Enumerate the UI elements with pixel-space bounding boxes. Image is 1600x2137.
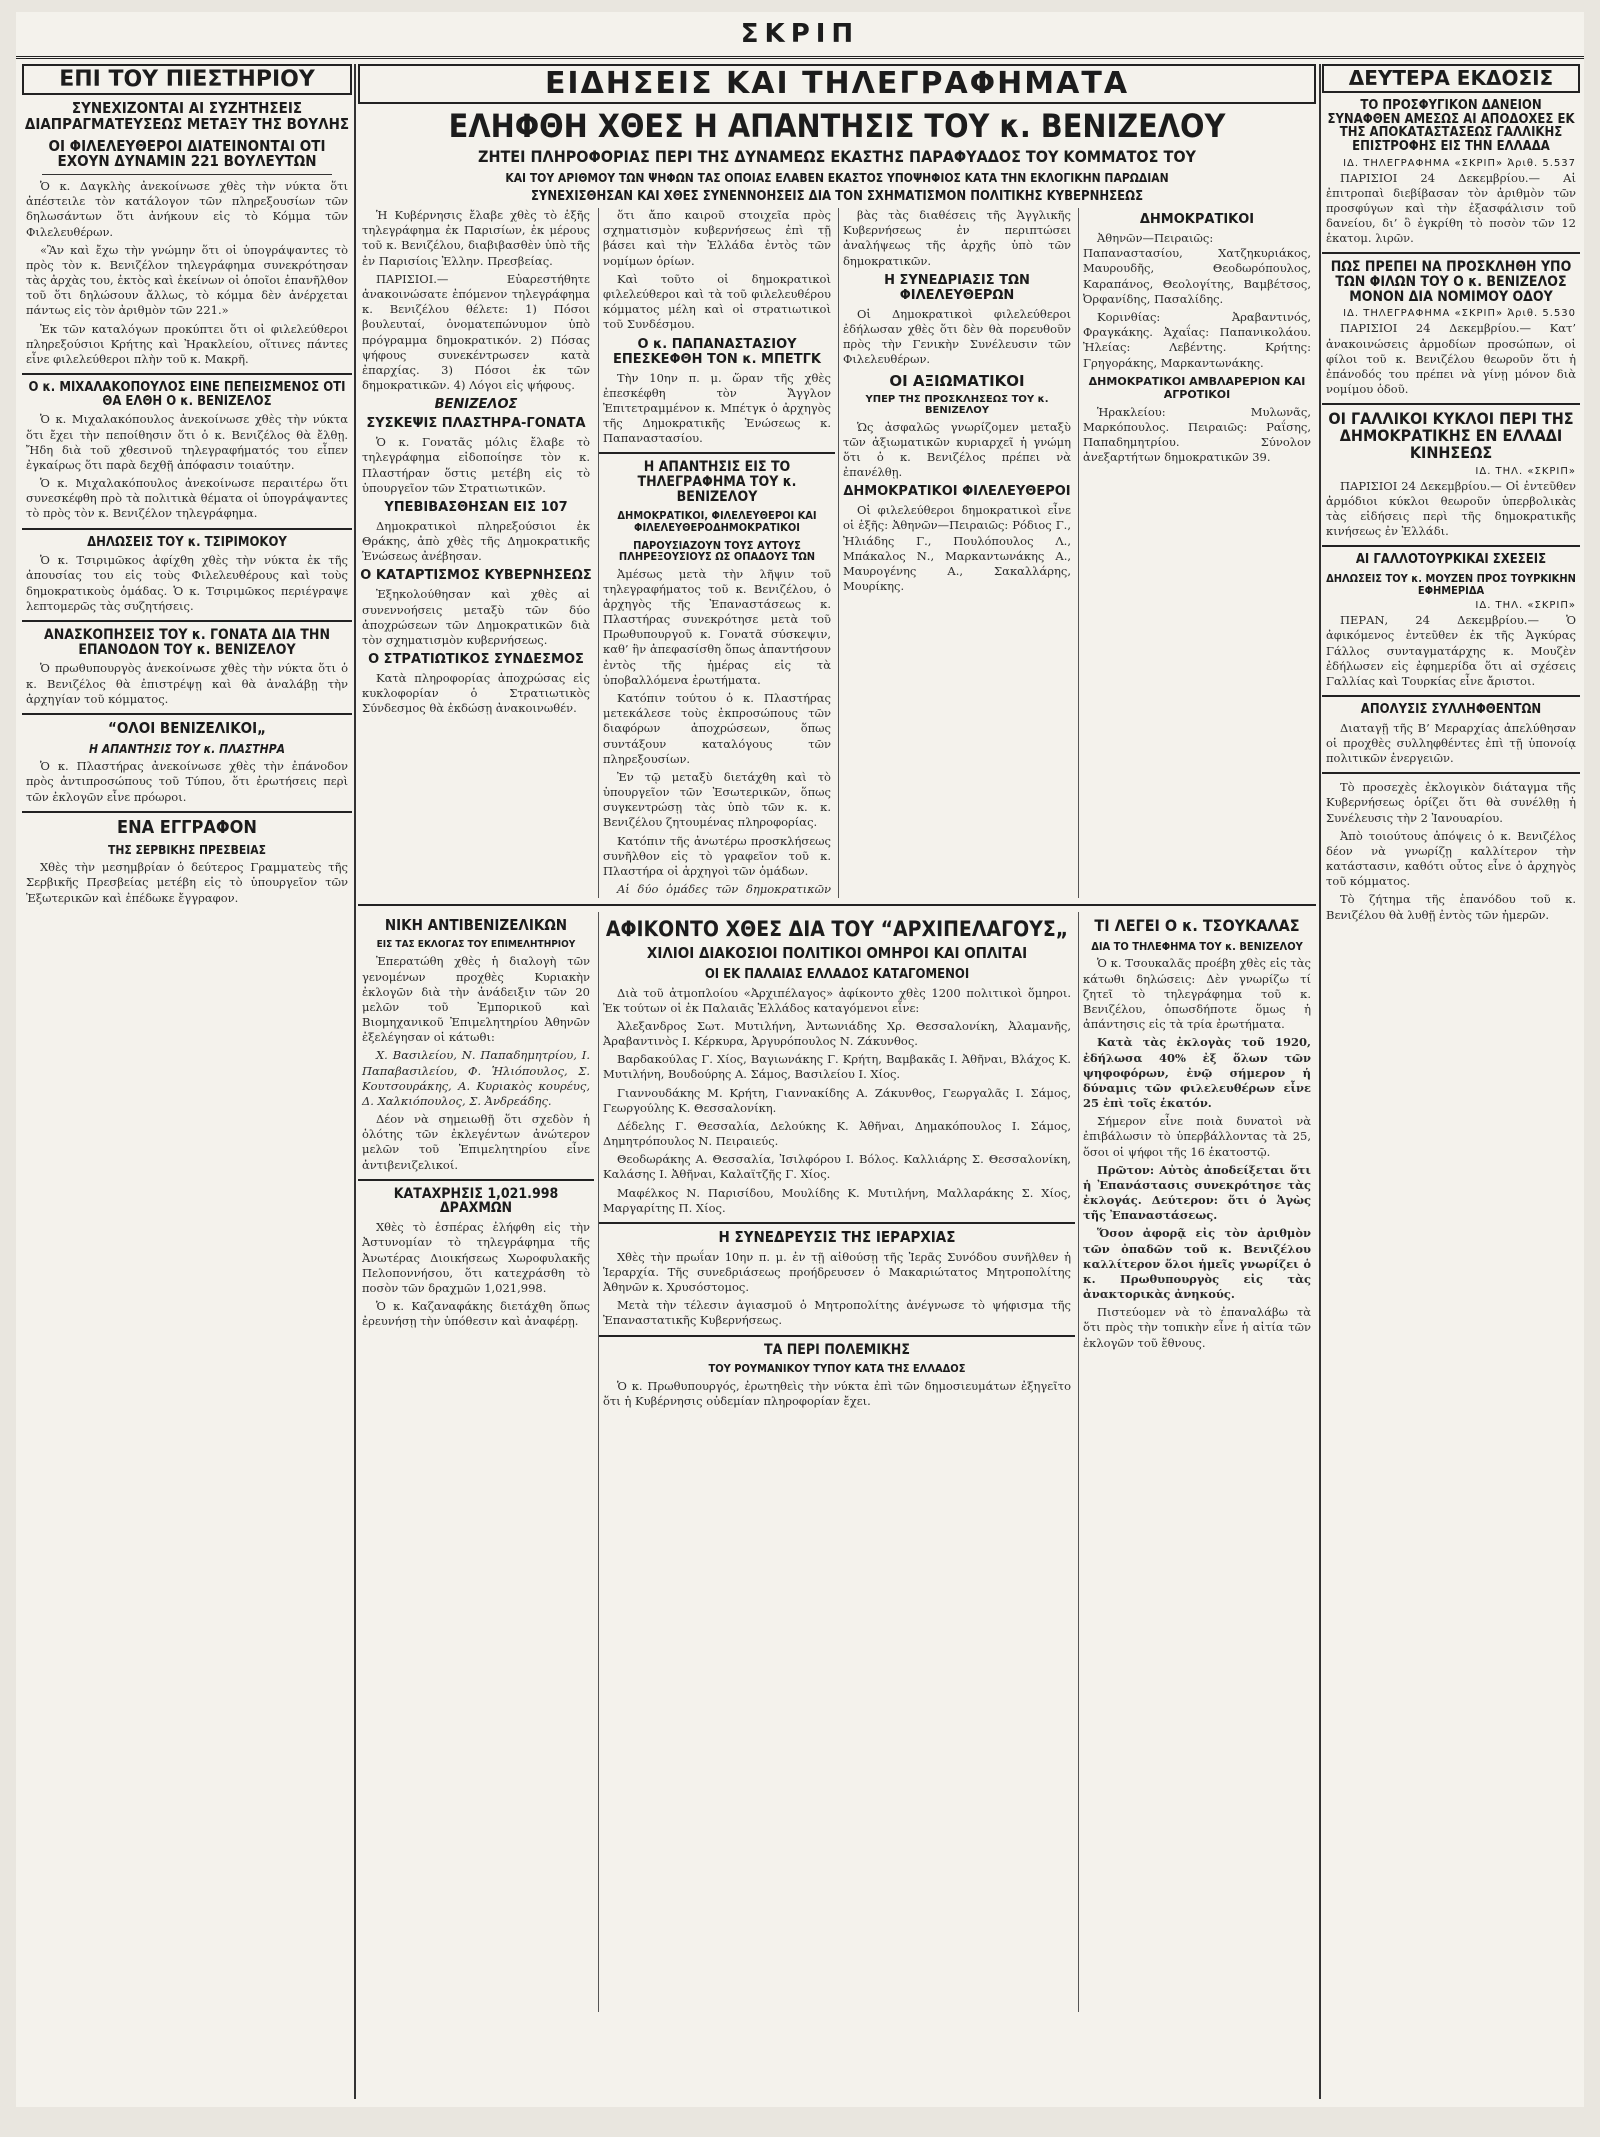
section-headline: ΔΗΜΟΚΡΑΤΙΚΟΙ ΦΙΛΕΛΕΥΘΕΡΟΙ bbox=[843, 484, 1071, 500]
article-paragraph: Τὸ προσεχὲς ἐκλογικὸν διάταγμα τῆς Κυβερνήσεως ὁρίζει ὅτι θὰ συνέλθῃ ἡ Συνέλευσις τὴν 2 Ἰανουαρίου. bbox=[1326, 780, 1576, 825]
section-headline: Ο ΣΤΡΑΤΙΩΤΙΚΟΣ ΣΥΝΔΕΣΜΟΣ bbox=[368, 652, 584, 668]
divider bbox=[599, 1335, 1075, 1337]
article-paragraph: Τὴν 10ην π. μ. ὥραν τῆς χθὲς ἐπεσκέφθη τὸν Ἄγγλον Ἐπιτετραμμένον κ. Μπέτγκ ὁ ἀρχηγὸς τῆς Δημοκρατικῆς Ἑνώσεως κ. Παπαναστασίου. bbox=[603, 370, 831, 446]
section-headline: ΔΗΜΟΚΡΑΤΙΚΟΙ bbox=[1139, 212, 1255, 228]
article-paragraph: Ἀλεξανδρος Σωτ. Μυτιλήνη, Ἀντωνιάδης Χρ. Θεσσαλονίκη, Ἀλαμανῆς, Ἀραβαντινὸς Ι. Κέρκυρα, Ἀργυρόπουλος Ν. Ζάκυνθος. bbox=[603, 1018, 1071, 1049]
article-paragraph: Ἐπερατώθη χθὲς ἡ διαλογὴ τῶν γενομένων προχθὲς Κυριακὴν ἐκλογῶν διὰ τὴν ἀνάδειξιν τῶν 20 μελῶν τοῦ Ἐμπορικοῦ καὶ Βιομηχανικοῦ Ἐπιμελητηρίου Ἀθηνῶν ἐξελέγησαν οἱ κάτωθι: bbox=[362, 954, 590, 1045]
signature: ΒΕΝΙΖΕΛΟΣ bbox=[434, 397, 518, 413]
dateline: ΙΔ. ΤΗΛ. «ΣΚΡΙΠ» bbox=[1475, 465, 1576, 477]
section-headline: ΝΙΚΗ ΑΝΤΙΒΕΝΙΖΕΛΙΚΩΝ bbox=[384, 916, 568, 935]
right-column bbox=[1322, 64, 1580, 2099]
article-paragraph: Δέον νὰ σημειωθῇ ὅτι σχεδὸν ἡ ὁλότης τῶν ἐκλεγέντων ἀνώτερον μελῶν τοῦ Ἐπιμελητηρίου εἶνε ἀντιβενιζελικοί. bbox=[362, 1112, 590, 1172]
main-deck: ΖΗΤΕΙ ΠΛΗΡΟΦΟΡΙΑΣ ΠΕΡΙ ΤΗΣ ΔΥΝΑΜΕΩΣ ΕΚΑΣΤΗΣ ΠΑΡΑΦΥΑΔΟΣ ΤΟΥ ΚΟΜΜΑΤΟΣ ΤΟΥ bbox=[478, 147, 1196, 167]
section-headline: ΥΠΕΒΙΒΑΣΘΗΣΑΝ ΕΙΣ 107 bbox=[384, 499, 568, 515]
article-paragraph: Χ. Βασιλείου, Ν. Παπαδημητρίου, Ι. Παπαβασιλείου, Φ. Ἡλιόπουλος, Σ. Κουτσουράκης, Α. Κυριακὸς κουρέυς, Δ. Χαλκιόπουλος, Σ. Ἀνδρεάδης. bbox=[362, 1048, 590, 1108]
left-kicker: ΕΠΙ ΤΟΥ ΠΙΕΣΤΗΡΙΟΥ bbox=[22, 64, 352, 95]
section-headline: ΑΙ ΓΑΛΛΟΤΟΥΡΚΙΚΑΙ ΣΧΕΣΕΙΣ bbox=[1355, 552, 1547, 568]
article-paragraph: Ὁ κ. Τσουκαλᾶς προέβη χθὲς εἰς τὰς κάτωθι δηλώσεις: Δὲν γνωρίζω τί ζητεῖ τὸ τηλεγράφημα τοῦ κ. Βενιζέλου, ὁπωσδήποτε ὅμως ἡ ἀπάντησις εἰς τὰ τρία ἐρωτήματα. bbox=[1083, 956, 1311, 1032]
article-paragraph: Χθὲς τὴν πρωΐαν 10ην π. μ. ἐν τῇ αἰθούσῃ τῆς Ἱερᾶς Συνόδου συνῆλθεν ἡ Ἱεραρχία. Τῆς συνεδριάσεως προήδρευσεν ὁ Μακαριώτατος Μητροπολίτης Ἀθηνῶν κ. Χρυσόστομος. bbox=[603, 1249, 1071, 1295]
column-rule bbox=[354, 64, 356, 2099]
section-headline: Ο κ. ΠΑΠΑΝΑΣΤΑΣΙΟΥ ΕΠΕΣΚΕΦΘΗ ΤΟΝ κ. ΜΠΕΤΓΚ bbox=[613, 336, 821, 367]
article-paragraph: Θεοδωράκης Α. Θεσσαλία, Ἰσιλφόρου Ι. Βόλος. Καλλιάρης Σ. Θεσσαλονίκη, Καλάσης Ι. Ἀθῆναι, Καλαϊτζῆς Γ. Χίος. bbox=[603, 1152, 1071, 1182]
article-column bbox=[598, 912, 1075, 2012]
article-paragraph: Αἱ δύο ὁμάδες τῶν δημοκρατικῶν bbox=[617, 882, 831, 897]
section-headline: ΑΦΙΚΟΝΤΟ ΧΘΕΣ ΔΙΑ ΤΟΥ “ΑΡΧΙΠΕΛΑΓΟΥΣ„ bbox=[605, 917, 1069, 942]
article-paragraph: Χθὲς τὸ ἑσπέρας ἐλήφθη εἰς τὴν Ἀστυνομίαν τὸ τηλεγράφημα τῆς Ἀνωτέρας Διοικήσεως Χωροφυλακῆς Πελοποννήσου, ὅτι κατεχράσθη τὸ ποσὸν τῶν δραχμῶν 1,021,998. bbox=[362, 1220, 590, 1295]
section-headline: ΤΙ ΛΕΓΕΙ Ο κ. ΤΣΟΥΚΑΛΑΣ bbox=[1094, 916, 1300, 936]
article-paragraph: ΠΑΡΙΣΙΟΙ 24 Δεκεμβρίου.— Κατ’ ἀνακοινώσεις ἀρμοδίων προσώπων, οἱ φίλοι τοῦ κ. Βενιζέλου θεωροῦν ὅτι ἡ ἐπάνοδός του πρέπει νὰ γίνῃ μόνον διὰ νομίμου ὁδοῦ. bbox=[1326, 321, 1576, 397]
article-paragraph: Ὅσον ἀφορᾷ εἰς τὸν ἀριθμὸν τῶν ὀπαδῶν τοῦ κ. Βενιζέλου καλλίτερον ὅλοι ἡμεῖς γνωρίζει ὁ κ. Πρωθυπουργὸς εἰς τὰς ἀνακτορικὰς ἀνηκούς. bbox=[1083, 1226, 1311, 1302]
article-column bbox=[838, 208, 1075, 898]
lower-articles bbox=[358, 912, 1316, 2012]
left-column bbox=[22, 64, 352, 2099]
section-headline: ΕΝΑ ΕΓΓΡΑΦΟΝ bbox=[117, 816, 257, 838]
divider bbox=[22, 620, 352, 622]
article-paragraph: Ἐξηκολούθησαν καὶ χθὲς αἱ συνεννοήσεις μεταξὺ τῶν δύο ἀποχρώσεων τῶν Δημοκρατικῶν διὰ τὸν σχηματισμὸν κυβερνήσεως. bbox=[362, 587, 590, 647]
dateline: ΙΔ. ΤΗΛΕΓΡΑΦΗΜΑ «ΣΚΡΙΠ» Ἀριθ. 5.530 bbox=[1343, 308, 1576, 320]
divider bbox=[1322, 252, 1580, 254]
section-headline: ΔΗΛΩΣΕΙΣ ΤΟΥ κ. ΤΣΙΡΙΜΟΚΟΥ bbox=[87, 534, 287, 550]
article-paragraph: Ἐν τῷ μεταξὺ διετάχθη καὶ τὸ ὑπουργεῖον τῶν Ἐσωτερικῶν, ὅπως συγκεντρώσῃ τὰς ὑπὸ τῶν κ. κ. Βενιζέλου ζητουμένας πληροφορίας. bbox=[603, 769, 831, 830]
section-headline: ΠΩΣ ΠΡΕΠΕΙ ΝΑ ΠΡΟΣΚΛΗΘΗ ΥΠΟ ΤΩΝ ΦΙΛΩΝ ΤΟΥ Ο κ. ΒΕΝΙΖΕΛΟΣ ΜΟΝΟΝ ΔΙΑ ΝΟΜΙΜΟΥ ΟΔΟΥ bbox=[1330, 259, 1572, 305]
right-kicker: ΔΕΥΤΕΡΑ ΕΚΔΟΣΙΣ bbox=[1322, 64, 1580, 93]
article-paragraph: Δέδελης Γ. Θεσσαλία, Δελούκης Κ. Ἀθῆναι, Δημακόπουλος Ι. Σάμος, Δημητρόπουλος Ν. Πειραιεύς. bbox=[603, 1118, 1071, 1149]
article-paragraph: Πιστεύομεν νὰ τὸ ἐπαναλάβω τὰ ὅτι πρὸς τὴν τοπικὴν εἶνε ἡ αἰτία τῶν ἐκλογῶν τοῦ ἔθνους. bbox=[1083, 1305, 1311, 1350]
section-subheadline: ΥΠΕΡ ΤΗΣ ΠΡΟΣΚΛΗΣΕΩΣ ΤΟΥ κ. ΒΕΝΙΖΕΛΟΥ bbox=[865, 393, 1049, 416]
article-paragraph: Ὁ κ. Δαγκλὴς ἀνεκοίνωσε χθὲς τὴν νύκτα ὅτι ἀπέστειλε τὸν κατάλογον τῶν πληρεξουσίων τῶν δηλωσάντων ὅτι ἀνήκουν εἰς τὸ Κόμμα τῶν Φιλελευθέρων. bbox=[26, 179, 348, 239]
article-paragraph: Ἀπὸ τοιούτους ἀπόψεις ὁ κ. Βενιζέλος δέον νὰ γνωρίζῃ καλλίτερον τὴν κατάστασιν, καθότι οὗτος εἶνε ὁ ἀρχηγὸς τοῦ κόμματος. bbox=[1326, 828, 1576, 889]
article-paragraph: ΠΑΡΙΣΙΟΙ 24 Δεκεμβρίου.— Αἱ ἐπιτροπαὶ διεβίβασαν τὸν ἀριθμὸν τῶν προσφύγων καὶ τὴν ἐξασφάλισιν τοῦ δανείου, δι’ ὃ ἐγκρίθη τὸ ποσὸν τῶν 12 ἑκατομ. λιρῶν. bbox=[1326, 170, 1576, 246]
article-paragraph: Διαταγῇ τῆς Β’ Μεραρχίας ἀπελύθησαν οἱ προχθὲς συλληφθέντες ἐπὶ τῇ ὑπονοίᾳ πολιτικῶν ἐνεργειῶν. bbox=[1326, 720, 1576, 765]
section-headline: Ο κ. ΜΙΧΑΛΑΚΟΠΟΥΛΟΣ ΕΙΝΕ ΠΕΠΕΙΣΜΕΝΟΣ ΟΤΙ ΘΑ ΕΛΘΗ Ο κ. ΒΕΝΙΖΕΛΟΣ bbox=[28, 380, 346, 409]
main-article-columns bbox=[358, 208, 1316, 898]
article-paragraph: Τὸ ζήτημα τῆς ἐπανόδου τοῦ κ. Βενιζέλου θὰ λυθῇ ἐντὸς τῶν ἡμερῶν. bbox=[1326, 892, 1576, 922]
section-headline: ΑΠΟΛΥΣΙΣ ΣΥΛΛΗΦΘΕΝΤΩΝ bbox=[1360, 702, 1542, 718]
section-headline: ΟΙ ΑΞΙΩΜΑΤΙΚΟΙ bbox=[889, 371, 1025, 390]
divider bbox=[22, 713, 352, 715]
article-paragraph: Οἱ φιλελεύθεροι δημοκρατικοὶ εἶνε οἱ ἑξῆς: Ἀθηνῶν—Πειραιῶς: Ρόδιος Γ., Ἠλιάδης Γ., Πουλόπουλος Λ., Μπάκαλος Ν., Μαρκαντωνάκης Α., Μαυρογένης Α., Σακαλλάρης, Μουρίκης. bbox=[843, 503, 1071, 594]
divider bbox=[599, 452, 835, 454]
main-deck: ΚΑΙ ΤΟΥ ΑΡΙΘΜΟΥ ΤΩΝ ΨΗΦΩΝ ΤΑΣ ΟΠΟΙΑΣ ΕΛΑΒΕΝ ΕΚΑΣΤΟΣ ΥΠΟΨΗΦΙΟΣ ΚΑΤΑ ΤΗΝ ΕΚΛΟΓΙΚΗΝ ΠΑΡΩΔΙΑΝ bbox=[505, 170, 1169, 185]
section-headline: ΚΑΤΑΧΡΗΣΙΣ 1,021.998 ΔΡΑΧΜΩΝ bbox=[393, 1185, 559, 1217]
center-column bbox=[358, 64, 1316, 2099]
section-subheadline: ΕΙΣ ΤΑΣ ΕΚΛΟΓΑΣ ΤΟΥ ΕΠΙΜΕΛΗΤΗΡΙΟΥ bbox=[376, 938, 576, 950]
divider bbox=[22, 811, 352, 813]
section-subheadline: ΧΙΛΙΟΙ ΔΙΑΚΟΣΙΟΙ ΠΟΛΙΤΙΚΟΙ ΟΜΗΡΟΙ ΚΑΙ ΟΠΛΙΤΑΙ bbox=[646, 944, 1028, 963]
article-paragraph: Ὡς ἀσφαλῶς γνωρίζομεν μεταξὺ τῶν ἀξιωματικῶν κυριαρχεῖ ἡ γνώμη ὅτι ὁ κ. Βενιζέλος πρέπει νὰ ἐπανέλθῃ. bbox=[843, 419, 1071, 480]
section-subheadline: ΠΑΡΟΥΣΙΑΖΟΥΝ ΤΟΥΣ ΑΥΤΟΥΣ ΠΛΗΡΕΞΟΥΣΙΟΥΣ ΩΣ ΟΠΑΔΟΥΣ ΤΩΝ bbox=[618, 538, 816, 564]
section-subheadline: ΔΗΜΟΚΡΑΤΙΚΟΙ, ΦΙΛΕΛΕΥΘΕΡΟΙ ΚΑΙ ΦΙΛΕΛΕΥΘΕΡΟΔΗΜΟΚΡΑΤΙΚΟΙ bbox=[617, 509, 817, 534]
article-column bbox=[358, 912, 594, 2012]
divider bbox=[1322, 403, 1580, 405]
divider bbox=[358, 1179, 594, 1181]
article-paragraph: Κορινθίας: Ἀραβαντινός, Φραγκάκης. Ἀχαΐας: Παπανικολάου. Ἠλείας: Λεβέντης. Κρήτης: Γρηγοράκης, Μαρκαντωνάκης. bbox=[1083, 309, 1311, 370]
article-paragraph: Κατὰ πληροφορίας ἀποχρώσας εἰς κυκλοφορίαν ὁ Στρατιωτικὸς Σύνδεσμος θὰ ἐκδώσῃ ἀνακοινωθέν. bbox=[362, 671, 590, 716]
article-paragraph: «Ἂν καὶ ἔχω τὴν γνώμην ὅτι οἱ ὑπογράψαντες τὸ πρὸς τὸν κ. Βενιζέλον τηλεγράφημα συνεκρότησαν τὰς ἀρχὰς του, ἐκτὸς καὶ ἐκείνων οἱ ὁποῖοι ἐπανῆλθον τοῦ ὅτι δηλώσουν ἄλλως, τὸ κόμμα δὲν ἀνέρχεται πάντως εἰς τὸν ἀριθμὸν τῶν 221.» bbox=[26, 242, 348, 318]
article-paragraph: Πρῶτον: Αὐτὸς ἀποδείξεται ὅτι ἡ Ἐπανάστασις συνεκρότησε τὰς ἐκλογάς. Δεύτερον: ὅτι ὁ Ἀγὼς τῆς Ἐπαναστάσεως. bbox=[1083, 1162, 1311, 1223]
divider bbox=[22, 373, 352, 375]
divider bbox=[42, 174, 332, 175]
article-paragraph: ΠΕΡΑΝ, 24 Δεκεμβρίου.— Ὁ ἀφικόμενος ἐντεῦθεν ἐκ τῆς Ἀγκύρας Γάλλος συνταγματάρχης κ. Μουζὲν ἐδήλωσεν εἰς ἐφημερίδα ὅτι αἱ σχέσεις Γαλλίας καὶ Τουρκίας εἶνε ἄριστοι. bbox=[1326, 613, 1576, 688]
article-column bbox=[1078, 208, 1315, 898]
article-paragraph: βὰς τὰς διαθέσεις τῆς Ἀγγλικῆς Κυβερνήσεως ἐν περιπτώσει ἀναλήψεως τῆς ἀρχῆς ὑπὸ τῶν δημοκρατικῶν. bbox=[843, 208, 1071, 268]
article-paragraph: Ὁ κ. Τσιριμῶκος ἀφίχθη χθὲς τὴν νύκτα ἐκ τῆς ἀπουσίας του εἰς τοὺς Φιλελευθέρους καὶ τοὺς δημοκρατικοὺς ὁμάδας. Ὁ κ. Τσιριμῶκος περιέγραψε λεπτομερῶς τὰς συζητήσεις. bbox=[26, 553, 348, 613]
article-paragraph: Μετὰ τὴν τέλεσιν ἁγιασμοῦ ὁ Μητροπολίτης ἀνέγνωσε τὸ ψήφισμα τῆς Ἐπαναστατικῆς Κυβερνήσεως. bbox=[603, 1298, 1071, 1328]
section-subheadline: ΤΟΥ ΡΟΥΜΑΝΙΚΟΥ ΤΥΠΟΥ ΚΑΤΑ ΤΗΣ ΕΛΛΑΔΟΣ bbox=[708, 1362, 966, 1376]
section-headline: ΤΟ ΠΡΟΣΦΥΓΙΚΟΝ ΔΑΝΕΙΟΝ ΣΥΝΑΦΘΕΝ ΑΜΕΣΩΣ ΑΙ ΑΠΟΔΟΧΕΣ ΕΚ ΤΗΣ ΑΠΟΚΑΤΑΣΤΑΣΕΩΣ ΓΑΛΛΙΚΗΣ ΕΠΙΣΤΡΟΦΗΣ ΕΙΣ ΤΗΝ ΕΛΛΑΔΑ bbox=[1327, 98, 1575, 154]
article-paragraph: Διὰ τοῦ ἀτμοπλοίου «Ἀρχιπέλαγος» ἀφίκοντο χθὲς 1200 πολιτικοὶ ὅμηροι. Ἐκ τούτων οἱ ἐκ Παλαιᾶς Ἑλλάδος καταγόμενοι εἶνε: bbox=[603, 985, 1071, 1015]
masthead: ΣΚΡΙΠ bbox=[16, 12, 1584, 59]
section-headline: Ο ΚΑΤΑΡΤΙΣΜΟΣ ΚΥΒΕΡΝΗΣΕΩΣ bbox=[360, 568, 592, 584]
divider bbox=[358, 904, 1316, 906]
article-paragraph: ΠΑΡΙΣΙΟΙ 24 Δεκεμβρίου.— Οἱ ἐντεῦθεν ἀρμόδιοι κύκλοι θεωροῦν ὑπερβολικὰς τὰς εἰδήσεις περὶ τῆς δημοκρατικῆς κινήσεως ἐν Ἑλλάδι. bbox=[1326, 478, 1576, 539]
dateline: ΙΔ. ΤΗΛΕΓΡΑΦΗΜΑ «ΣΚΡΙΠ» Ἀριθ. 5.537 bbox=[1343, 157, 1576, 169]
article-paragraph: Ὁ κ. Πρωθυπουργός, ἐρωτηθεὶς τὴν νύκτα ἐπὶ τῶν δημοσιευμάτων ἐξηγεῖτο ὅτι ἡ Κυβέρνησις οὐδεμίαν πληροφορίαν ἔχει. bbox=[603, 1378, 1071, 1408]
news-banner: ΕΙΔΗΣΕΙΣ ΚΑΙ ΤΗΛΕΓΡΑΦΗΜΑΤΑ bbox=[358, 64, 1316, 104]
dateline: ΙΔ. ΤΗΛ. «ΣΚΡΙΠ» bbox=[1475, 600, 1576, 612]
section-headline: ΑΝΑΣΚΟΠΗΣΕΙΣ ΤΟΥ κ. ΓΟΝΑΤΑ ΔΙΑ ΤΗΝ ΕΠΑΝΟΔΟΝ ΤΟΥ κ. ΒΕΝΙΖΕΛΟΥ bbox=[44, 626, 330, 658]
article-column bbox=[598, 208, 835, 898]
article-paragraph: Ὁ κ. Μιχαλακόπουλος ἀνεκοίνωσε περαιτέρω ὅτι συνεσκέφθη πρὸ τὰ πολιτικὰ θέματα οἱ ὑπογράψαντες τὸ πρὸς τὸν κ. Βενιζέλον τηλεγράφημα. bbox=[26, 476, 348, 521]
left-headline-2: ΟΙ ΦΙΛΕΛΕΥΘΕΡΟΙ ΔΙΑΤΕΙΝΟΝΤΑΙ ΟΤΙ ΕΧΟΥΝ ΔΥΝΑΜΙΝ 221 ΒΟΥΛΕΥΤΩΝ bbox=[48, 136, 326, 171]
section-subheadline: ΤΗΣ ΣΕΡΒΙΚΗΣ ΠΡΕΣΒΕΙΑΣ bbox=[107, 842, 267, 857]
section-headline: ΟΙ ΓΑΛΛΙΚΟΙ ΚΥΚΛΟΙ ΠΕΡΙ ΤΗΣ ΔΗΜΟΚΡΑΤΙΚΗΣ ΕΝ ΕΛΛΑΔΙ ΚΙΝΗΣΕΩΣ bbox=[1328, 409, 1574, 462]
article-paragraph: Βαρδακούλας Γ. Χίος, Βαγιωνάκης Γ. Κρήτη, Βαμβακᾶς Ι. Ἀθῆναι, Βλάχος Κ. Μυτιλήνη, Βουδούρης Α. Σάμος, Βασιλείου Ι. Χίος. bbox=[603, 1052, 1071, 1082]
section-headline: Η ΣΥΝΕΔΡΕΥΣΙΣ ΤΗΣ ΙΕΡΑΡΧΙΑΣ bbox=[718, 1227, 956, 1246]
divider bbox=[599, 1222, 1075, 1224]
article-paragraph: Χθὲς τὴν μεσημβρίαν ὁ δεύτερος Γραμματεὺς τῆς Σερβικῆς Πρεσβείας μετέβη εἰς τὸ ὑπουργεῖον τῶν Ἐξωτερικῶν καὶ ἐπέδωκε ἔγγραφον. bbox=[26, 860, 348, 905]
article-paragraph: Κατόπιν τῆς ἀνωτέρω προσκλήσεως συνῆλθον εἰς τὸ γραφεῖον τοῦ κ. Πλαστήρα οἱ ἀρχηγοὶ τῶν ὁμάδων. bbox=[603, 833, 831, 878]
main-deck: ΣΥΝΕΧΙΣΘΗΣΑΝ ΚΑΙ ΧΘΕΣ ΣΥΝΕΝΝΟΗΣΕΙΣ ΔΙΑ ΤΟΝ ΣΧΗΜΑΤΙΣΜΟΝ ΠΟΛΙΤΙΚΗΣ ΚΥΒΕΡΝΗΣΕΩΣ bbox=[530, 189, 1144, 205]
divider bbox=[1322, 545, 1580, 547]
article-paragraph: Ὁ κ. Καζαναφάκης διετάχθη ὅπως ἐρευνήσῃ τὴν ὑπόθεσιν καὶ ἀναφέρῃ. bbox=[362, 1299, 590, 1329]
divider bbox=[22, 528, 352, 530]
article-paragraph: Ὁ κ. Γονατᾶς μόλις ἔλαβε τὸ τηλεγράφημα εἰδοποίησε τὸν κ. Πλαστήραν ὅστις μετέβη εἰς τὸ ὑπουργεῖον τῶν Στρατιωτικῶν. bbox=[362, 435, 590, 495]
article-paragraph: ὅτι ἄπο καιροῦ στοιχεῖα πρὸς σχηματισμὸν κυβερνήσεως ἐπὶ τῇ βάσει καὶ τὴν Ἑλλάδα ἐντὸς τῶν νομίμων ὁρίων. bbox=[603, 208, 831, 268]
article-column bbox=[1078, 912, 1315, 2012]
article-paragraph: Κατόπιν τούτου ὁ κ. Πλαστήρας μετεκάλεσε τοὺς ἐκπροσώπους τῶν διαφόρων ἀποχρώσεων, ὅπως συντάξουν καταλόγους τῶν πληρεξουσίων. bbox=[603, 690, 831, 766]
newspaper-page bbox=[16, 12, 1584, 2107]
article-paragraph: Οἱ Δημοκρατικοὶ φιλελεύθεροι ἐδήλωσαν χθὲς ὅτι δὲν θὰ πορευθοῦν πρὸς τὴν Γενικὴν Συνέλευσιν τῶν Φιλελευθέρων. bbox=[843, 306, 1071, 367]
article-paragraph: Δημοκρατικοὶ πληρεξούσιοι ἐκ Θράκης, ἀπὸ χθὲς τῆς Δημοκρατικῆς Ἑνώσεως ἀνέβησαν. bbox=[362, 518, 590, 564]
article-paragraph: Ὁ πρωθυπουργὸς ἀνεκοίνωσε χθὲς τὴν νύκτα ὅτι ὁ κ. Βενιζέλος θὰ ἐπιστρέψῃ καὶ θὰ ἀναλάβῃ τὴν ἀρχηγίαν τοῦ κόμματος. bbox=[26, 661, 348, 706]
article-paragraph: Κατὰ τὰς ἐκλογὰς τοῦ 1920, ἐδήλωσα 40% ἐξ ὅλων τῶν ψηφοφόρων, ἐνῷ σήμερον ἡ δύναμις τῶν φιλελευθέρων εἶνε 25 ἐπὶ τοῖς ἑκατόν. bbox=[1083, 1035, 1311, 1111]
article-paragraph: Ἡρακλείου: Μυλωνᾶς, Μαρκόπουλος. Πειραιῶς: Ραΐσης, Παπαδημητρίου. Σύνολον ἀνεξαρτήτων δημοκρατικῶν 39. bbox=[1083, 404, 1311, 465]
section-headline: ΤΑ ΠΕΡΙ ΠΟΛΕΜΙΚΗΣ bbox=[764, 1341, 910, 1358]
article-paragraph: ΠΑΡΙΣΙΟΙ.— Εὐαρεστήθητε ἀνακοινώσατε ἐπόμενον τηλεγράφημα κ. Βενιζέλου θέλετε: 1) Πόσοι βουλευταί, ὀνοματεπώνυμον ὑπὸ πρόγραμμα δημοκρατικόν. 2) Πόσας ψήφους συνεκέντρωσεν κατὰ ἐπαρχίας. 3) Πόσοι ἐκ τῶν δημοκρατικῶν. 4) Λόγοι εἰς ψήφους. bbox=[362, 271, 590, 393]
article-paragraph: Ἐκ τῶν καταλόγων προκύπτει ὅτι οἱ φιλελεύθεροι πληρεξούσιοι Κρήτης καὶ Ἠρακλείου, οἵτινες πάντες εἶνε φιλελεύθεροι πλὴν τοῦ κ. Μακρῆ. bbox=[26, 321, 348, 366]
left-headline: ΣΥΝΕΧΙΖΟΝΤΑΙ ΑΙ ΣΥΖΗΤΗΣΕΙΣ ΔΙΑΠΡΑΓΜΑΤΕΥΣΕΩΣ ΜΕΤΑΞΥ ΤΗΣ ΒΟΥΛΗΣ bbox=[24, 99, 350, 133]
article-paragraph: Μαφέλκος Ν. Παρισίδου, Μουλίδης Κ. Μυτιλήνη, Μαλλαράκης Σ. Χίος, Μαργαρίτης Π. Χίος. bbox=[603, 1185, 1071, 1215]
article-paragraph: Ἀμέσως μετὰ τὴν λῆψιν τοῦ τηλεγραφήματος τοῦ κ. Βενιζέλου, ὁ ἀρχηγὸς τῆς Ἐπαναστάσεως κ. Πλαστήρας συνεκρότησε μετὰ τοῦ Πρωθυπουργοῦ κ. Γονατᾶ σύσκεψιν, καθ’ ἣν ἀπεφασίσθη ὅπως ἀπαντήσουν ἐντὸς τῆς ἡμέρας εἰς τὰ ὑποβαλλόμενα ἐρωτήματα. bbox=[603, 566, 831, 687]
main-headline: ΕΛΗΦΘΗ ΧΘΕΣ Η ΑΠΑΝΤΗΣΙΣ ΤΟΥ κ. ΒΕΝΙΖΕΛΟΥ bbox=[448, 106, 1226, 145]
article-column bbox=[358, 208, 594, 898]
section-headline: Η ΣΥΝΕΔΡΙΑΣΙΣ ΤΩΝ ΦΙΛΕΛΕΥΘΕΡΩΝ bbox=[884, 272, 1030, 303]
section-headline: “ΟΛΟΙ ΒΕΝΙΖΕΛΙΚΟΙ„ bbox=[107, 718, 267, 737]
section-subheadline: ΔΙΑ ΤΟ ΤΗΛΕΦΗΜΑ ΤΟΥ κ. ΒΕΝΙΖΕΛΟΥ bbox=[1091, 939, 1303, 953]
article-paragraph: Ἡ Κυβέρνησις ἔλαβε χθὲς τὸ ἑξῆς τηλεγράφημα ἐκ Παρισίων, ἐκ μέρους τοῦ κ. Βενιζέλου, διαβιβασθὲν ὑπὸ τῆς ἐν Παρισίοις Ἑλλην. Πρεσβείας. bbox=[362, 208, 590, 268]
article-paragraph: Ὁ κ. Πλαστήρας ἀνεκοίνωσε χθὲς τὴν ἐπάνοδον πρὸς ἀντιπροσώπους τοῦ Τύπου, ὅτι ἐρωτήσεις περὶ τῶν ἐκλογῶν εἶνε πρόωροι. bbox=[26, 759, 348, 804]
section-headline: ΔΗΜΟΚΡΑΤΙΚΟΙ ΑΜΒΛΑΡΕΡΙΟΝ ΚΑΙ ΑΓΡΟΤΙΚΟΙ bbox=[1088, 374, 1306, 401]
divider bbox=[1322, 772, 1580, 774]
article-paragraph: Ὁ κ. Μιχαλακόπουλος ἀνεκοίνωσε χθὲς τὴν νύκτα ὅτι ἔχει τὴν πεποίθησιν ὅτι ὁ κ. Βενιζέλος θὰ ἔλθῃ. Ἤδη διὰ τοῦ χθεσινοῦ τηλεγραφήματός του εἶπεν ἐγκαίρως ὅτι παρὰ δεχθῇ ἀπόφασιν τοιαύτην. bbox=[26, 412, 348, 472]
article-paragraph: Καὶ τοῦτο οἱ δημοκρατικοὶ φιλελεύθεροι καὶ τὰ τοῦ φιλελευθέρου κόμματος μέλη καὶ οἱ στρατιωτικοὶ τοῦ Συνδέσμου. bbox=[603, 271, 831, 332]
section-subheadline: ΔΗΛΩΣΕΙΣ ΤΟΥ κ. ΜΟΥΖΕΝ ΠΡΟΣ ΤΟΥΡΚΙΚΗΝ ΕΦΗΜΕΡΙΔΑ bbox=[1326, 572, 1576, 597]
section-subheadline: ΟΙ ΕΚ ΠΑΛΑΙΑΣ ΕΛΛΑΔΟΣ ΚΑΤΑΓΟΜΕΝΟΙ bbox=[704, 966, 970, 982]
article-paragraph: Ἀθηνῶν—Πειραιῶς: Παπαναστασίου, Χατζηκυριάκος, Μαυρουδῆς, Θεοδωρόπουλος, Καραπάνος, Θεολογίτης, Βαμβέτσος, Ὀρφανίδης, Πασαλίδης. bbox=[1083, 231, 1311, 306]
article-paragraph: Γιαννουδάκης Μ. Κρήτη, Γιαννακίδης Α. Ζάκυνθος, Γεωργαλᾶς Ι. Σάμος, Γεωργούλης Κ. Θεσσαλονίκη. bbox=[603, 1085, 1071, 1115]
column-rule bbox=[1319, 64, 1321, 2099]
section-headline: ΣΥΣΚΕΨΙΣ ΠΛΑΣΤΗΡΑ-ΓΟΝΑΤΑ bbox=[366, 416, 586, 432]
article-paragraph: Σήμερον εἶνε ποιὰ δυνατοὶ νὰ ἐπιβάλωσιν τὸ ὑπερβάλλοντας τὰ 25, ὅσοι οἱ ψήφοι τῆς 16 ἑκατοστῷ. bbox=[1083, 1114, 1311, 1159]
section-subheadline: Η ΑΠΑΝΤΗΣΙΣ ΤΟΥ κ. ΠΛΑΣΤΗΡΑ bbox=[89, 741, 285, 756]
divider bbox=[1322, 695, 1580, 697]
section-headline: Η ΑΠΑΝΤΗΣΙΣ ΕΙΣ ΤΟ ΤΗΛΕΓΡΑΦΗΜΑ ΤΟΥ κ. ΒΕΝΙΖΕΛΟΥ bbox=[637, 459, 797, 505]
